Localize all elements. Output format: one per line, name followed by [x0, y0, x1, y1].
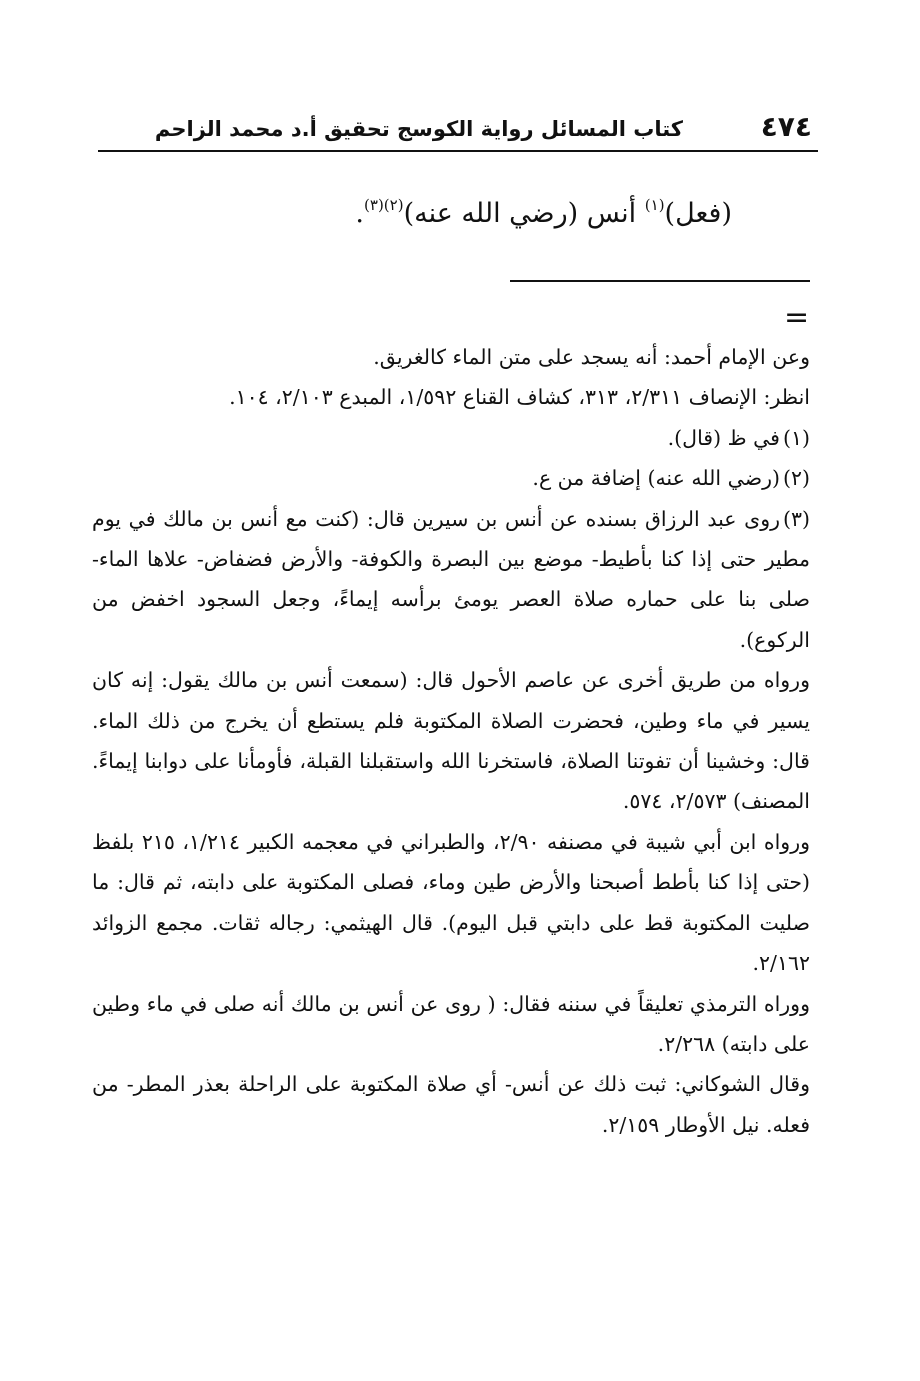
footnote-3-text: روى عبد الرزاق بسنده عن أنس بن سيرين قال: (كنت مع أنس بن مالك في يوم مطير حتى إذا كنا بأطيط- موضع بين البصرة والكوفة- والأرض فضفاض- علاها الماء- صلى بنا على حماره صلاة العصر يومئ برأسه إيماءً، وجعل السجود اخفض من الركوع). [92, 506, 810, 652]
running-title: كتاب المسائل رواية الكوسج تحقيق أ.د محمد الزاحم [154, 117, 683, 141]
footnote-3-paragraph-2: ورواه ابن أبي شيبة في مصنفه ٢/٩٠، والطبراني في معجمه الكبير ١/٢١٤، ٢١٥ بلفظ (حتى إذا كنا بأطط أصبحنا والأرض طين وماء، فصلى المكتوبة على دابته، ثم قال: ما صليت المكتوبة قط على دابتي قبل اليوم). قال الهيثمي: رجاله ثقات. مجمع الزوائد ٢/١٦٢. [92, 829, 810, 976]
footnote-2 [92, 458, 810, 498]
header-rule [98, 150, 818, 152]
main-text-start: (فعل) [664, 198, 732, 229]
footnote-1-number: (١) [782, 425, 810, 450]
footnote-3-paragraph-4: وقال الشوكاني: ثبت ذلك عن أنس- أي صلاة المكتوبة على الراحلة بعذر المطر- من فعله. نيل الأوطار ٢/١٥٩. [92, 1072, 810, 1137]
footnote-2-text: (رضي الله عنه) إضافة من ع. [532, 466, 780, 491]
footnote-1 [92, 418, 810, 458]
page-header [98, 108, 818, 148]
main-text [172, 190, 732, 238]
page-number: ٤٧٤ [760, 110, 812, 143]
footnote-3 [92, 499, 810, 661]
footnote-3-paragraph-3: ووراه الترمذي تعليقاً في سننه فقال: ( روى عن أنس بن مالك أنه صلى في ماء وطين على دابته) ٢/٢٦٨. [92, 991, 810, 1056]
footnote-3-number: (٣) [782, 506, 810, 531]
continuation-mark: = [784, 300, 810, 335]
main-text-middle: أنس (رضي الله عنه) [403, 198, 645, 229]
footnote-2-number: (٢) [782, 466, 810, 491]
continued-footnote-line-1: وعن الإمام أحمد: أنه يسجد على متن الماء كالغريق. [373, 345, 810, 369]
footnotes [92, 337, 810, 1145]
main-text-end: . [355, 198, 365, 229]
footnote-separator [510, 280, 810, 282]
footnote-marker-1: (١) [644, 196, 665, 214]
footnote-marker-3: (٣) [364, 196, 384, 214]
footnote-3-paragraph-1: ورواه من طريق أخرى عن عاصم الأحول قال: (سمعت أنس بن مالك يقول: إنه كان يسير في ماء وطين، فحضرت الصلاة المكتوبة فلم يستطع أن يخرج من ذلك الماء. قال: وخشينا أن تفوتنا الصلاة، فاستخرنا الله واستقبلنا القبلة، فأومأنا على دوابنا إيماءً. المصنف) ٢/٥٧٣، ٥٧٤. [92, 668, 810, 814]
footnote-marker-2: (٢) [383, 196, 404, 214]
footnote-1-text: في ظ (قال). [667, 425, 780, 450]
continued-footnote-line-2: انظر: الإنصاف ٢/٣١١، ٣١٣، كشاف القناع ١/٥٩٢، المبدع ٢/١٠٣، ١٠٤. [229, 385, 810, 410]
